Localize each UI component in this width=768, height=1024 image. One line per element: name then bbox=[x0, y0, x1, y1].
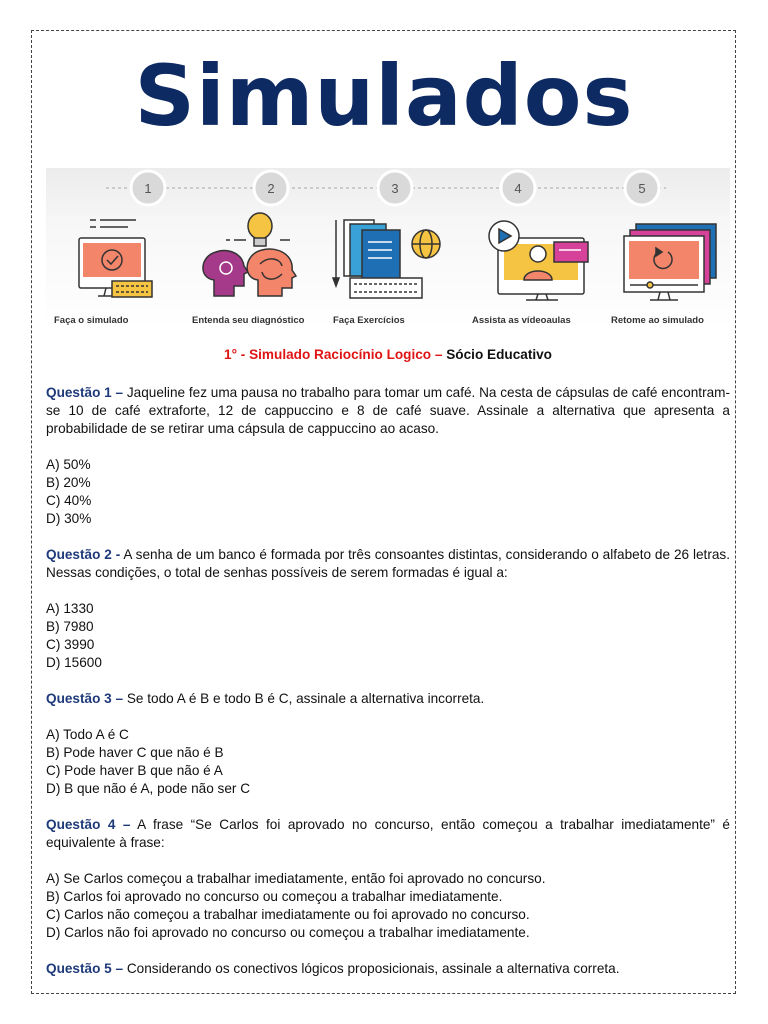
option-a: A) Se Carlos começou a trabalhar imediatamente, então foi aprovado no concurso. bbox=[46, 871, 546, 886]
option-a: A) 50% bbox=[46, 457, 91, 472]
step-2-number: 2 bbox=[267, 181, 275, 196]
question-text: Considerando os conectivos lógicos proposicionais, assinale a alternativa correta. bbox=[123, 961, 620, 976]
option-d: D) B que não é A, pode não ser C bbox=[46, 781, 251, 796]
option-c: C) 3990 bbox=[46, 637, 95, 652]
question-text: Se todo A é B e todo B é C, assinale a alternativa incorreta. bbox=[123, 691, 485, 706]
option-a: A) 1330 bbox=[46, 601, 94, 616]
option-a: A) Todo A é C bbox=[46, 727, 129, 742]
question-2 bbox=[46, 546, 730, 672]
subtitle-black: Sócio Educativo bbox=[446, 347, 552, 362]
step-4-circle bbox=[501, 171, 535, 205]
option-c: C) Carlos não começou a trabalhar imediatamente ou foi aprovado no concurso. bbox=[46, 907, 530, 922]
page-title: Simulados bbox=[134, 47, 634, 145]
option-b: B) 20% bbox=[46, 475, 91, 490]
question-text: A senha de um banco é formada por três consoantes distintas, considerando o alfabeto de 26 letras. Nessas condições, o total de senhas possíveis de serem formadas é igual a: bbox=[46, 547, 730, 580]
question-label: Questão 4 – bbox=[46, 817, 131, 832]
question-label: Questão 1 – bbox=[46, 385, 124, 400]
option-d: D) 15600 bbox=[46, 655, 102, 670]
question-text: A frase “Se Carlos foi aprovado no concurso, então começou a trabalhar imediatamente” é equivalente à frase: bbox=[46, 817, 730, 850]
step-5-number: 5 bbox=[638, 181, 646, 196]
steps-banner bbox=[46, 168, 730, 330]
question-1 bbox=[46, 384, 730, 528]
option-d: D) 30% bbox=[46, 511, 92, 526]
step-1-circle bbox=[131, 171, 165, 205]
option-b: B) Pode haver C que não é B bbox=[46, 745, 224, 760]
document-body bbox=[46, 346, 730, 978]
question-5 bbox=[46, 960, 730, 978]
step-3-number: 3 bbox=[391, 181, 399, 196]
option-c: C) Pode haver B que não é A bbox=[46, 763, 223, 778]
step-5-circle bbox=[625, 171, 659, 205]
option-b: B) 7980 bbox=[46, 619, 94, 634]
step-3-label: Faça Exercícios bbox=[333, 315, 405, 326]
question-label: Questão 2 - bbox=[46, 547, 121, 562]
option-c: C) 40% bbox=[46, 493, 92, 508]
question-label: Questão 3 – bbox=[46, 691, 124, 706]
subtitle-red: 1° - Simulado Raciocínio Logico – bbox=[224, 347, 447, 362]
step-5-label: Retome ao simulado bbox=[611, 315, 704, 326]
option-b: B) Carlos foi aprovado no concurso ou começou a trabalhar imediatamente. bbox=[46, 889, 503, 904]
step-2-circle bbox=[254, 171, 288, 205]
document-subtitle bbox=[46, 346, 730, 364]
question-3 bbox=[46, 690, 730, 798]
step-2-label: Entenda seu diagnóstico bbox=[192, 315, 305, 326]
question-4 bbox=[46, 816, 730, 942]
step-4-label: Assista as vídeoaulas bbox=[472, 315, 571, 326]
replay-screens-icon bbox=[624, 224, 716, 300]
step-3-circle bbox=[378, 171, 412, 205]
option-d: D) Carlos não foi aprovado no concurso ou começou a trabalhar imediatamente. bbox=[46, 925, 530, 940]
step-4-number: 4 bbox=[514, 181, 522, 196]
step-1-number: 1 bbox=[144, 181, 152, 196]
step-1-label: Faça o simulado bbox=[54, 315, 129, 326]
question-text: Jaqueline fez uma pausa no trabalho para tomar um café. Na cesta de cápsulas de café encontram-se 10 de café extraforte, 12 de cappuccino e 8 de café suave. Assinale a alternativa que apresenta a probabilidade de se retirar uma cápsula de cappuccino ao acaso. bbox=[46, 385, 731, 436]
question-label: Questão 5 – bbox=[46, 961, 124, 976]
